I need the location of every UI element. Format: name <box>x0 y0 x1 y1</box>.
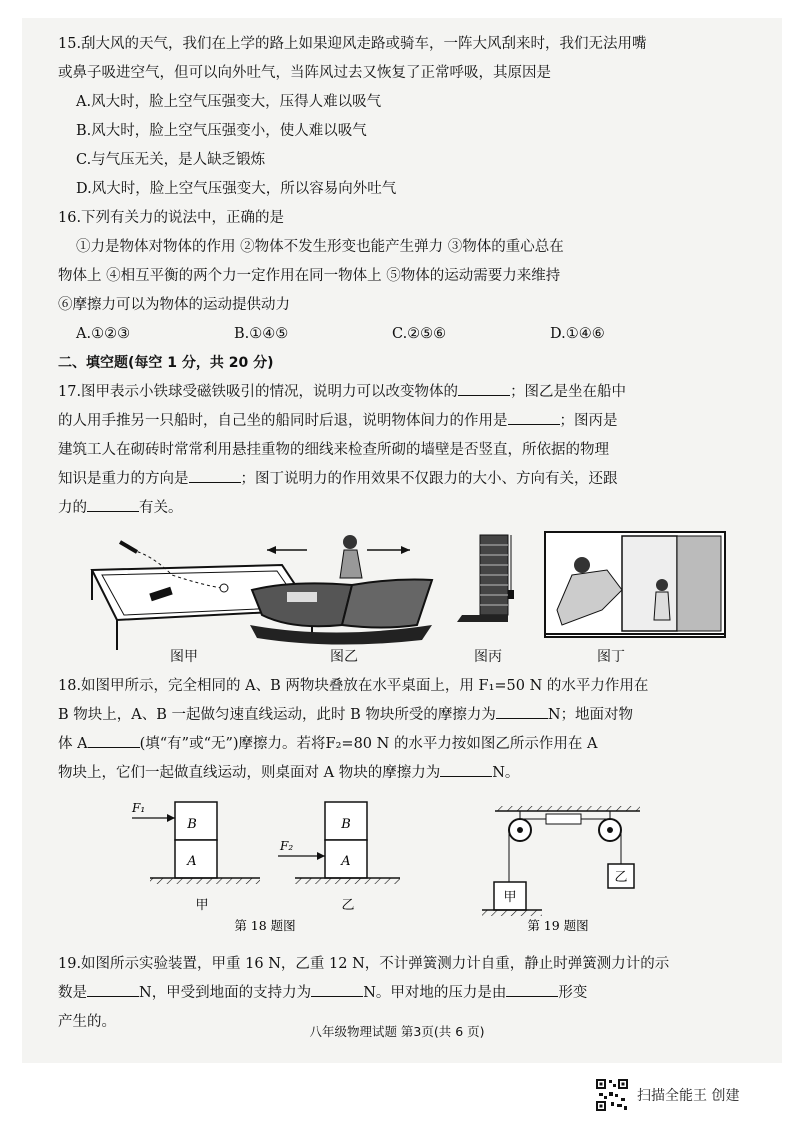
caption-ding: 图丁 <box>597 649 625 665</box>
caption-18: 第 18 题图 <box>234 918 296 933</box>
label-yi-block: 乙 <box>614 870 628 885</box>
exam-content <box>58 30 738 523</box>
diagram-drawings <box>110 792 670 952</box>
q15-option-d: D.风大时，脸上空气压强变大，所以容易向外吐气 <box>76 181 397 197</box>
q18-line-1: 18.如图甲所示，完全相同的 A、B 两物块叠放在水平桌面上，用 F₁=50 N 的水平力作用在 <box>58 678 649 694</box>
q16-option-c: C.②⑤⑥ <box>392 326 447 342</box>
label-jia-block: 甲 <box>503 890 517 905</box>
q17-line-1: 17.图甲表示小铁球受磁铁吸引的情况，说明力可以改变物体的 ；图乙是坐在船中 <box>58 378 738 407</box>
q18-line-4: 物块上，它们一起做直线运动，则桌面对 A 物块的摩擦力为 N。 <box>58 759 738 788</box>
caption-jia: 图甲 <box>170 649 198 665</box>
answer-blank[interactable] <box>189 468 241 483</box>
answer-blank[interactable] <box>508 410 560 425</box>
q17-figures <box>62 530 742 670</box>
section-heading: 二、填空题(每空 1 分，共 20 分) <box>58 355 274 371</box>
q17-line-2: 的人用手推另一只船时，自己坐的船同时后退，说明物体间力的作用是 ；图丙是 <box>58 407 738 436</box>
q18-line-2: B 物块上，A、B 一起做匀速直线运动，此时 B 物块所受的摩擦力为 N；地面对物 <box>58 701 738 730</box>
q19-line-3: 产生的。 <box>58 1014 116 1030</box>
label-a-jia: A <box>187 854 197 869</box>
q17-line-3: 建筑工人在砌砖时常常利用悬挂重物的细线来检查所砌的墙壁是否竖直，所依据的物理 <box>58 442 609 458</box>
answer-blank[interactable] <box>496 704 548 719</box>
q15-stem-2: 或鼻子吸进空气，但可以向外吐气，当阵风过去又恢复了正常呼吸，其原因是 <box>58 65 551 81</box>
caption-19: 第 19 题图 <box>527 918 589 933</box>
q15-option-c: C.与气压无关，是人缺乏锻炼 <box>76 152 266 168</box>
label-f2: F₂ <box>280 839 294 853</box>
diagram-19-pulleys <box>482 806 640 916</box>
q16-option-b: B.①④⑤ <box>234 326 289 342</box>
q16-options <box>58 320 738 349</box>
q19-line-2: 数是 N，甲受到地面的支持力为 N。甲对地的压力是由 形变 <box>58 979 738 1008</box>
q17-line-5: 力的 有关。 <box>58 494 738 523</box>
diagram-18-jia <box>131 801 260 913</box>
label-yi: 乙 <box>341 898 355 913</box>
q19-line-1: 19.如图所示实验装置，甲重 16 N，乙重 12 N，不计弹簧测力计自重，静止时弹簧测力计的示 <box>58 956 670 972</box>
q15-option-b: B.风大时，脸上空气压强变小，使人难以吸气 <box>76 123 367 139</box>
figure-yi-boats <box>250 535 432 645</box>
q16-stem: 16.下列有关力的说法中，正确的是 <box>58 210 285 226</box>
page-footer: 八年级物理试题 第3页(共 6 页) <box>309 1024 485 1039</box>
label-f1: F₁ <box>132 801 146 815</box>
answer-blank[interactable] <box>88 733 140 748</box>
answer-blank[interactable] <box>440 762 492 777</box>
q16-statements-3: ⑥摩擦力可以为物体的运动提供动力 <box>58 297 290 313</box>
label-b-jia: B <box>187 817 197 832</box>
label-a-yi: A <box>341 854 351 869</box>
figure-ding-door <box>545 532 725 637</box>
q18-q19-diagrams <box>110 792 670 952</box>
q15-option-a: A.风大时，脸上空气压强变大，压得人难以吸气 <box>76 94 382 110</box>
q16-option-d: D.①④⑥ <box>550 326 605 342</box>
q15-stem-1: 15.刮大风的天气，我们在上学的路上如果迎风走路或骑车，一阵大风刮来时，我们无法用嘴 <box>58 36 647 52</box>
q16-statements-1: ①力是物体对物体的作用 ②物体不发生形变也能产生弹力 ③物体的重心总在 <box>76 239 564 255</box>
answer-blank[interactable] <box>458 381 510 396</box>
q17-line-4: 知识是重力的方向是 ；图丁说明力的作用效果不仅跟力的大小、方向有关，还跟 <box>58 465 738 494</box>
q18-line-3: 体 A (填“有”或“无”)摩擦力。若将F₂=80 N 的水平力按如图乙所示作用在 A <box>58 730 738 759</box>
qr-code-icon <box>595 1078 629 1112</box>
label-jia: 甲 <box>195 898 209 913</box>
q17-figure-drawings <box>62 530 742 670</box>
scanner-watermark-text: 扫描全能王 创建 <box>637 1088 740 1104</box>
answer-blank[interactable] <box>87 982 139 997</box>
label-b-yi: B <box>341 817 351 832</box>
answer-blank[interactable] <box>506 982 558 997</box>
caption-bing: 图丙 <box>474 649 502 665</box>
answer-blank[interactable] <box>87 497 139 512</box>
answer-blank[interactable] <box>311 982 363 997</box>
diagram-18-yi <box>278 802 400 913</box>
q16-statements-2: 物体上 ④相互平衡的两个力一定作用在同一物体上 ⑤物体的运动需要力来维持 <box>58 268 561 284</box>
scanner-watermark <box>595 1078 739 1112</box>
caption-yi: 图乙 <box>330 649 358 665</box>
q18-text <box>58 672 738 788</box>
figure-bing-brick-wall <box>457 535 514 622</box>
q16-option-a: A.①②③ <box>76 326 131 342</box>
